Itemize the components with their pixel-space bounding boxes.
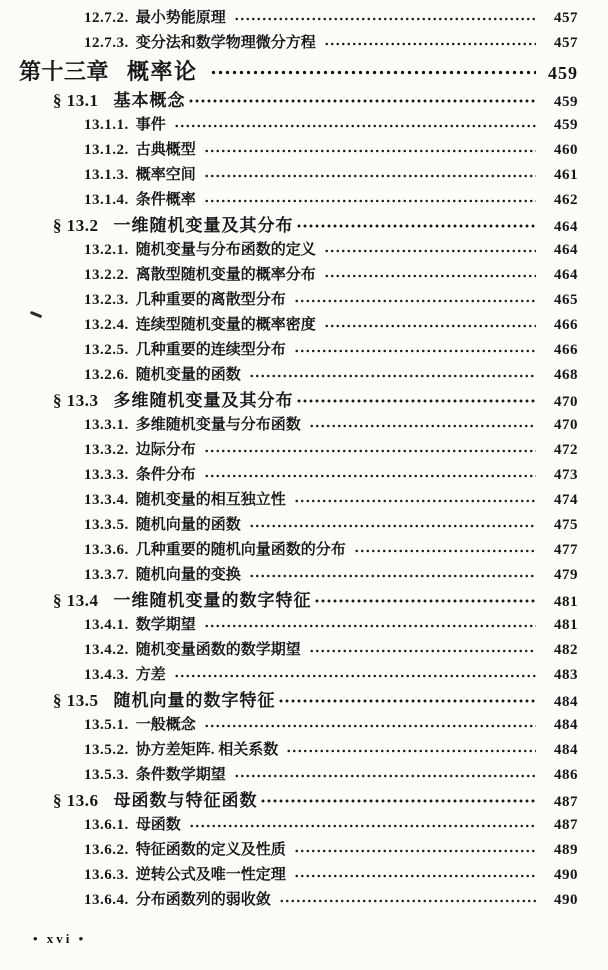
entry-page-number: 481	[554, 617, 578, 633]
entry-number: § 13.5	[53, 691, 99, 710]
entry-page-number: 470	[554, 394, 578, 410]
toc-entry	[0, 388, 578, 413]
dot-leader	[249, 522, 536, 530]
dot-leader	[260, 797, 537, 805]
entry-page-number: 484	[554, 717, 578, 733]
dot-leader	[234, 15, 536, 23]
entry-title: 随机变量的相互独立性	[135, 492, 286, 508]
dot-leader	[294, 847, 536, 855]
entry-title: 条件分布	[135, 467, 196, 483]
toc-entry	[0, 788, 578, 813]
entry-number: § 13.1	[53, 91, 99, 110]
entry-page-number: 464	[554, 242, 578, 258]
entry-page-number: 487	[554, 794, 578, 810]
dot-leader	[324, 40, 536, 48]
entry-page-number: 472	[554, 442, 578, 458]
dot-leader	[189, 822, 536, 830]
entry-page-number: 465	[554, 292, 578, 308]
dot-leader	[324, 322, 536, 330]
dot-leader	[296, 222, 537, 230]
entry-title: 变分法和数学物理微分方程	[135, 35, 316, 51]
entry-number: § 13.6	[53, 791, 99, 810]
entry-page-number: 484	[554, 694, 578, 710]
entry-title: 条件数学期望	[135, 767, 226, 783]
entry-page-number: 481	[554, 594, 578, 610]
toc-entry	[0, 31, 578, 56]
dot-leader	[286, 747, 536, 755]
toc-entry	[0, 213, 578, 238]
entry-title: 基本概念	[113, 91, 186, 110]
toc-entry	[0, 838, 578, 863]
dot-leader	[324, 247, 536, 255]
entry-title: 随机变量函数的数学期望	[135, 642, 301, 658]
entry-number: 13.3.5.	[84, 517, 129, 533]
dot-leader	[294, 872, 536, 880]
toc-entry	[0, 288, 578, 313]
toc-entry	[0, 713, 578, 738]
entry-page-number: 459	[548, 63, 578, 83]
dot-leader	[204, 622, 536, 630]
entry-number: 13.2.5.	[84, 342, 129, 358]
entry-number: 13.1.1.	[84, 117, 129, 133]
entry-page-number: 479	[554, 567, 578, 583]
dot-leader	[279, 897, 536, 905]
entry-page-number: 464	[554, 219, 578, 235]
toc-entry	[0, 163, 578, 188]
entry-number: 13.2.3.	[84, 292, 129, 308]
toc-entry	[0, 338, 578, 363]
entry-number: 13.2.4.	[84, 317, 129, 333]
toc-entry	[0, 138, 578, 163]
toc-entry	[0, 88, 578, 113]
entry-page-number: 490	[554, 892, 578, 908]
dot-leader	[294, 297, 536, 305]
entry-title: 特征函数的定义及性质	[135, 842, 286, 858]
entry-title: 随机向量的函数	[135, 517, 241, 533]
entry-title: 一维随机变量的数字特征	[113, 591, 312, 610]
entry-page-number: 468	[554, 367, 578, 383]
entry-title: 古典概型	[135, 142, 196, 158]
toc-entry	[0, 863, 578, 888]
toc-list	[0, 6, 608, 913]
entry-title: 概率论	[127, 59, 198, 84]
entry-number: 13.5.1.	[84, 717, 129, 733]
entry-page-number: 466	[554, 342, 578, 358]
entry-title: 方差	[135, 667, 166, 683]
toc-entry	[0, 188, 578, 213]
entry-title: 母函数与特征函数	[113, 791, 258, 810]
toc-entry	[0, 56, 578, 88]
entry-number: 13.1.3.	[84, 167, 129, 183]
entry-title: 随机变量的函数	[135, 367, 241, 383]
dot-leader	[204, 447, 536, 455]
entry-number: 13.4.3.	[84, 667, 129, 683]
toc-entry	[0, 588, 578, 613]
toc-entry	[0, 513, 578, 538]
toc-entry	[0, 813, 578, 838]
entry-number: 第十三章	[19, 59, 110, 84]
entry-number: 12.7.3.	[84, 35, 129, 51]
toc-entry	[0, 313, 578, 338]
entry-title: 随机向量的变换	[135, 567, 241, 583]
entry-title: 母函数	[135, 817, 181, 833]
entry-title: 事件	[135, 117, 166, 133]
entry-number: 13.1.2.	[84, 142, 129, 158]
entry-page-number: 484	[554, 742, 578, 758]
entry-page-number: 461	[554, 167, 578, 183]
toc-entry	[0, 263, 578, 288]
toc-entry	[0, 438, 578, 463]
entry-number: 13.3.7.	[84, 567, 129, 583]
entry-number: § 13.4	[53, 591, 99, 610]
toc-entry	[0, 238, 578, 263]
entry-page-number: 470	[554, 417, 578, 433]
dot-leader	[249, 372, 536, 380]
entry-number: 13.5.2.	[84, 742, 129, 758]
toc-entry	[0, 413, 578, 438]
dot-leader	[294, 497, 536, 505]
entry-number: 13.3.3.	[84, 467, 129, 483]
toc-entry	[0, 888, 578, 913]
entry-page-number: 482	[554, 642, 578, 658]
entry-title: 一维随机变量及其分布	[113, 216, 294, 235]
entry-number: 13.6.2.	[84, 842, 129, 858]
entry-number: 13.6.3.	[84, 867, 129, 883]
entry-number: 13.2.6.	[84, 367, 129, 383]
entry-page-number: 457	[554, 35, 578, 51]
entry-number: 13.3.1.	[84, 417, 129, 433]
entry-page-number: 457	[554, 10, 578, 26]
entry-title: 几种重要的连续型分布	[135, 342, 286, 358]
toc-entry	[0, 463, 578, 488]
dot-leader	[174, 672, 536, 680]
toc-entry	[0, 488, 578, 513]
entry-title: 一般概念	[135, 717, 196, 733]
dot-leader	[324, 272, 536, 280]
toc-entry	[0, 638, 578, 663]
dot-leader	[249, 572, 536, 580]
entry-page-number: 459	[554, 117, 578, 133]
toc-entry	[0, 538, 578, 563]
entry-number: 13.4.2.	[84, 642, 129, 658]
entry-number: 13.6.4.	[84, 892, 129, 908]
toc-entry	[0, 113, 578, 138]
dot-leader	[204, 147, 536, 155]
dot-leader	[188, 97, 537, 105]
entry-number: 13.1.4.	[84, 192, 129, 208]
toc-entry	[0, 563, 578, 588]
dot-leader	[174, 122, 536, 130]
entry-title: 随机变量与分布函数的定义	[135, 242, 316, 258]
entry-number: § 13.2	[53, 216, 99, 235]
entry-page-number: 489	[554, 842, 578, 858]
toc-entry	[0, 738, 578, 763]
entry-title: 连续型随机变量的概率密度	[135, 317, 316, 333]
page-footer: • xvi •	[33, 931, 87, 946]
entry-page-number: 464	[554, 267, 578, 283]
entry-title: 边际分布	[135, 442, 196, 458]
entry-page-number: 475	[554, 517, 578, 533]
dot-leader	[354, 547, 536, 555]
entry-number: 13.2.2.	[84, 267, 129, 283]
entry-page-number: 473	[554, 467, 578, 483]
entry-title: 概率空间	[135, 167, 196, 183]
dot-leader	[296, 397, 537, 405]
entry-title: 多维随机变量与分布函数	[135, 417, 301, 433]
entry-number: 13.3.2.	[84, 442, 129, 458]
entry-title: 协方差矩阵. 相关系数	[135, 742, 279, 758]
entry-page-number: 477	[554, 542, 578, 558]
dot-leader	[309, 422, 536, 430]
entry-page-number: 459	[554, 94, 578, 110]
entry-title: 条件概率	[135, 192, 196, 208]
entry-title: 数学期望	[135, 617, 196, 633]
dot-leader	[204, 172, 536, 180]
entry-title: 多维随机变量及其分布	[113, 391, 294, 410]
entry-number: 13.4.1.	[84, 617, 129, 633]
entry-number: 13.5.3.	[84, 767, 129, 783]
entry-title: 随机向量的数字特征	[113, 691, 276, 710]
entry-title: 分布函数列的弱收敛	[135, 892, 271, 908]
entry-title: 几种重要的随机向量函数的分布	[135, 542, 346, 558]
entry-title: 离散型随机变量的概率分布	[135, 267, 316, 283]
entry-page-number: 460	[554, 142, 578, 158]
entry-page-number: 483	[554, 667, 578, 683]
entry-number: 13.3.4.	[84, 492, 129, 508]
entry-title: 最小势能原理	[135, 10, 226, 26]
entry-title: 逆转公式及唯一性定理	[135, 867, 286, 883]
toc-entry	[0, 363, 578, 388]
entry-number: 13.2.1.	[84, 242, 129, 258]
entry-page-number: 462	[554, 192, 578, 208]
dot-leader	[204, 197, 536, 205]
entry-number: 12.7.2.	[84, 10, 129, 26]
entry-page-number: 486	[554, 767, 578, 783]
entry-page-number: 474	[554, 492, 578, 508]
dot-leader	[294, 347, 536, 355]
toc-entry	[0, 663, 578, 688]
toc-entry	[0, 613, 578, 638]
entry-page-number: 490	[554, 867, 578, 883]
toc-entry	[0, 6, 578, 31]
toc-entry	[0, 763, 578, 788]
dot-leader	[314, 597, 537, 605]
dot-leader	[210, 68, 536, 77]
dot-leader	[204, 722, 536, 730]
entry-number: 13.3.6.	[84, 542, 129, 558]
dot-leader	[204, 472, 536, 480]
toc-entry	[0, 688, 578, 713]
dot-leader	[309, 647, 536, 655]
entry-page-number: 466	[554, 317, 578, 333]
entry-page-number: 487	[554, 817, 578, 833]
entry-number: 13.6.1.	[84, 817, 129, 833]
entry-title: 几种重要的离散型分布	[135, 292, 286, 308]
dot-leader	[278, 697, 537, 705]
entry-number: § 13.3	[53, 391, 99, 410]
dot-leader	[234, 772, 536, 780]
